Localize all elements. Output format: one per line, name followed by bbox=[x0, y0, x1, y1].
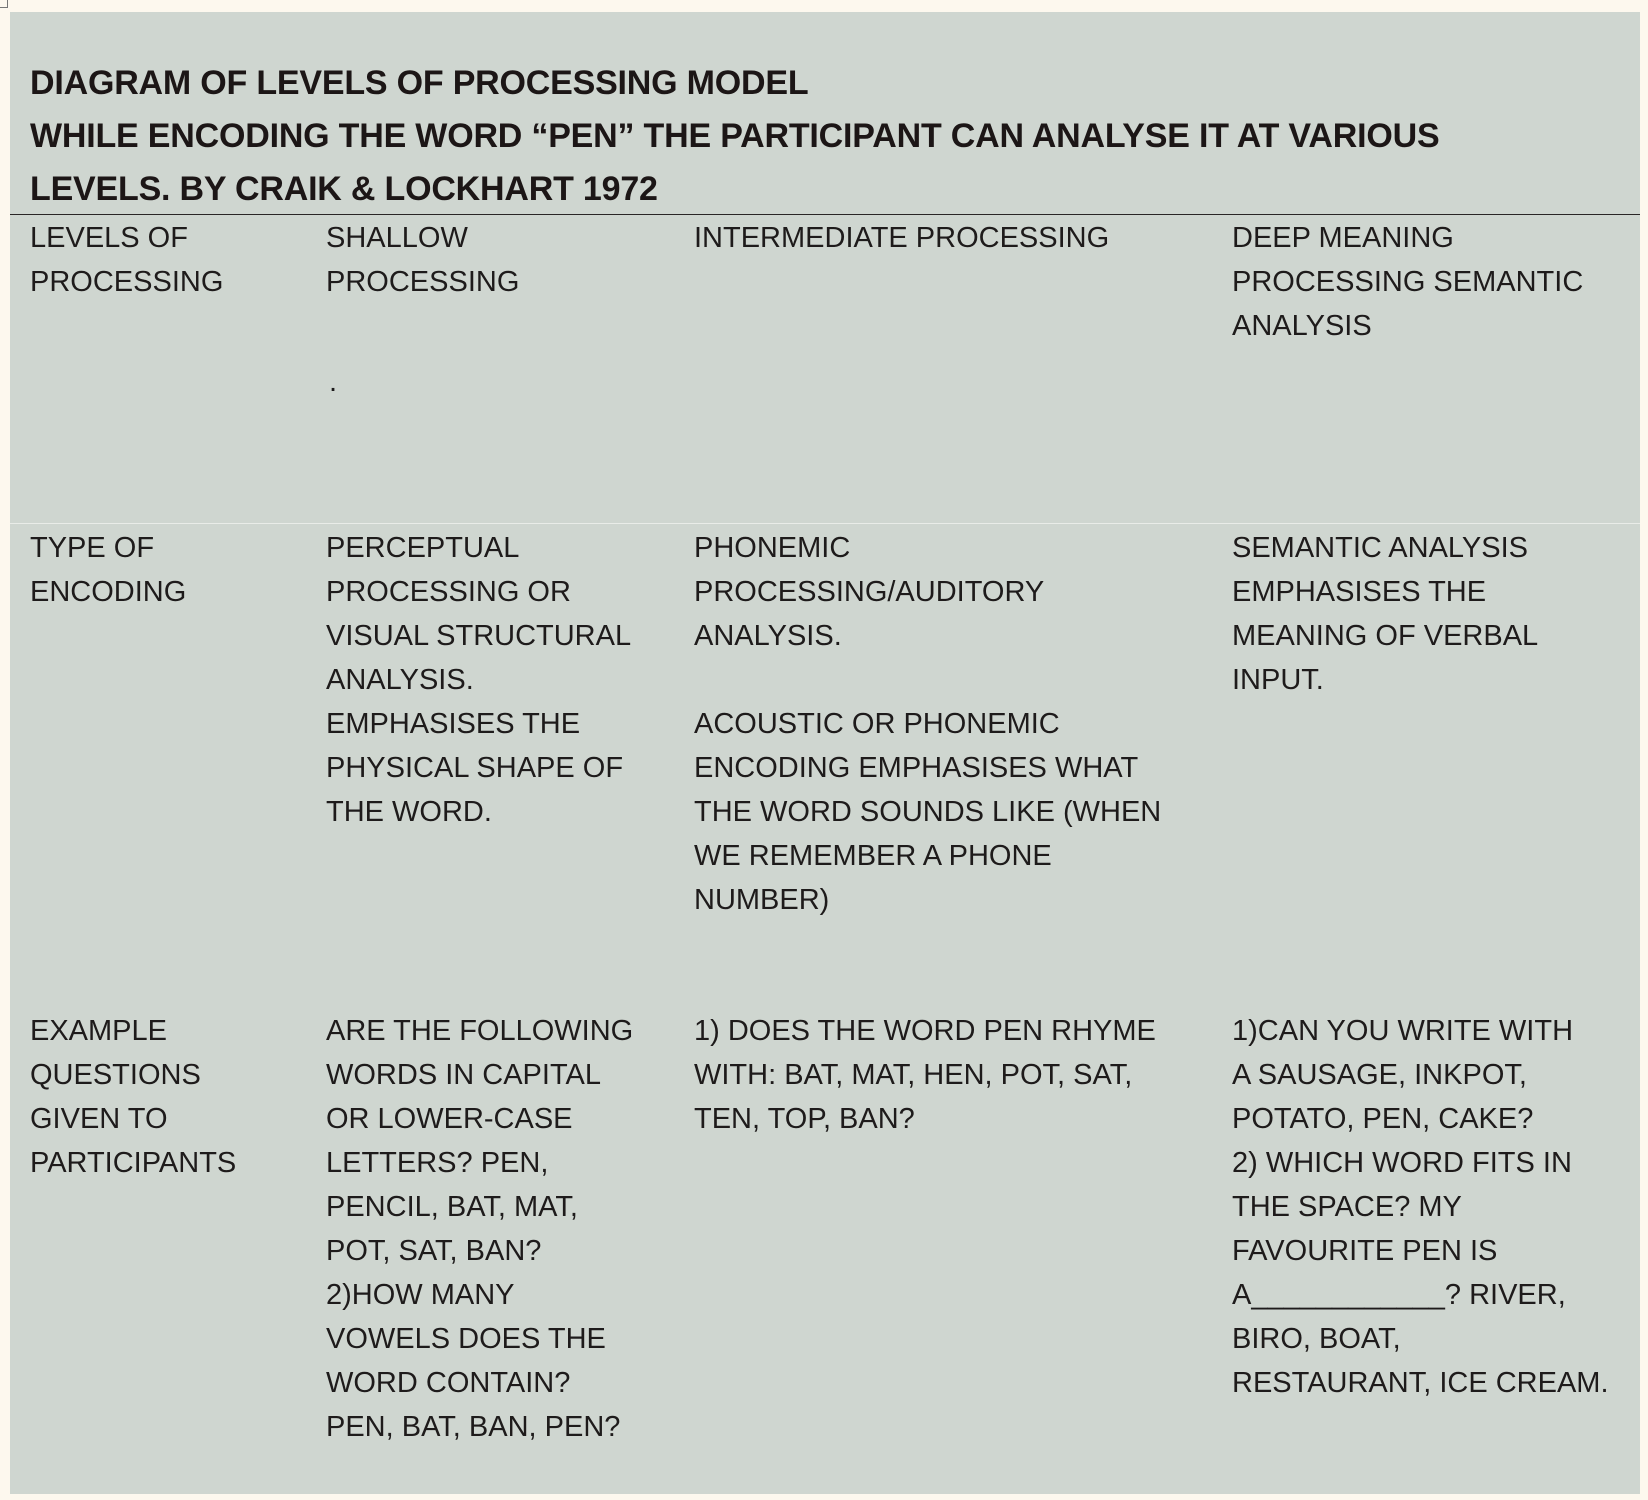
heading-divider bbox=[10, 214, 1640, 215]
row-levels-deep: DEEP MEANING PROCESSING SEMANTIC ANALYSIS bbox=[1232, 222, 1584, 342]
row-levels-label: LEVELS OF PROCESSING bbox=[30, 222, 224, 298]
page-corner-mark bbox=[0, 0, 8, 8]
row-levels-shallow: SHALLOW PROCESSING bbox=[326, 222, 520, 298]
row-questions-intermediate: 1) DOES THE WORD PEN RHYME WITH: BAT, MAT, HEN, POT, SAT, TEN, TOP, BAN? bbox=[694, 1015, 1156, 1135]
row-questions-shallow: ARE THE FOLLOWING WORDS IN CAPITAL OR LOWER-CASE LETTERS? PEN, PENCIL, BAT, MAT, POT, SAT, BAN? 2)HOW MANY VOWELS DOES THE WORD CONTAIN? PEN, BAT, BAN, PEN? bbox=[326, 1015, 634, 1443]
heading-line-2: WHILE ENCODING THE WORD “PEN” THE PARTICIPANT CAN ANALYSE IT AT VARIOUS bbox=[30, 117, 1440, 155]
row-encoding-deep: SEMANTIC ANALYSIS EMPHASISES THE MEANING OF VERBAL INPUT. bbox=[1232, 532, 1539, 696]
row-questions-label: EXAMPLE QUESTIONS GIVEN TO PARTICIPANTS bbox=[30, 1015, 237, 1179]
row-levels-shallow-mark: . bbox=[329, 366, 338, 398]
levels-of-processing-table bbox=[10, 12, 1640, 1494]
row-questions-deep: 1)CAN YOU WRITE WITH A SAUSAGE, INKPOT, POTATO, PEN, CAKE? 2) WHICH WORD FITS IN THE SPACE? MY FAVOURITE PEN IS A____________? RIVER, BIRO, BOAT, RESTAURANT, ICE CREAM. bbox=[1232, 1015, 1609, 1399]
row-levels-intermediate: INTERMEDIATE PROCESSING bbox=[694, 222, 1110, 254]
table-heading bbox=[30, 57, 1590, 216]
row-divider bbox=[10, 523, 1640, 524]
row-encoding-label: TYPE OF ENCODING bbox=[30, 532, 187, 608]
heading-line-1: DIAGRAM OF LEVELS OF PROCESSING MODEL bbox=[30, 64, 809, 102]
heading-line-3: LEVELS. BY CRAIK & LOCKHART 1972 bbox=[30, 170, 658, 208]
row-encoding-intermediate: PHONEMIC PROCESSING/AUDITORY ANALYSIS. ACOUSTIC OR PHONEMIC ENCODING EMPHASISES WHAT THE WORD SOUNDS LIKE (WHEN WE REMEMBER A PHONE NUMBER) bbox=[694, 532, 1162, 916]
row-encoding-shallow: PERCEPTUAL PROCESSING OR VISUAL STRUCTURAL ANALYSIS. EMPHASISES THE PHYSICAL SHAPE OF THE WORD. bbox=[326, 532, 632, 828]
